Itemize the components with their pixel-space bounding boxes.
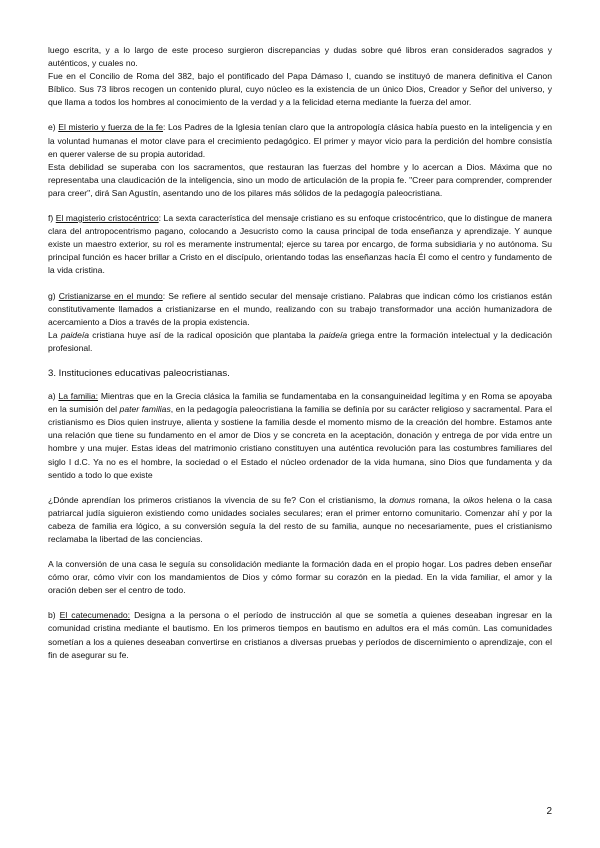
section-e-title: El misterio y fuerza de la fe — [58, 122, 164, 133]
document-page — [48, 44, 552, 674]
domus-text-3: romana, la — [415, 494, 464, 505]
domus-term: domus — [389, 494, 416, 505]
section-e-text: : Los Padres de la Iglesia tenían claro que la antropología clásica había puesto en la inteligencia y en la voluntad humanas el motor clave para el crecimiento pedagógico. El primer y mayor vicio para la perdición del hombre consistía en querer valerse de su propia autoridad. — [48, 122, 553, 159]
intro-paragraph-1: luego escrita, y a lo largo de este proceso surgieron discrepancias y dudas sobre qué libros eran considerados sagrados y auténticos, y cuales no. — [48, 45, 552, 69]
section-e-prefix: e) — [48, 122, 59, 133]
section-b-paragraph — [48, 609, 552, 661]
section-e-paragraph-2: Esta debilidad se superaba con los sacramentos, que restauran las fuerzas del hombre y lo acercan a Dios. Máxima que no representaba una claudicación de la inteligencia, sino un modo de articulación de la propia fe. "Creer para comprender, comprender para creer", dirá San Agustín, asentando uno de los pilares más sólidos de la pedagogía paleocristiana. — [48, 161, 552, 198]
section-f-title: El magisterio cristocéntrico — [55, 213, 159, 224]
section-b-title: El catecumenado: — [59, 610, 131, 621]
domus-paragraph — [48, 494, 552, 546]
intro-paragraph-2: Fue en el Concilio de Roma del 382, bajo el pontificado del Papa Dámaso I, cuando se instituyó de manera definitiva el Canon Bíblico. Sus 73 libros recogen un contenido plural, cuyo núcleo es la existencia de un único Dios, Creador y Señor del universo, y que llama a todos los hombres al conocimiento de la verdad y a la felicidad eterna mediante la fuerza del amor. — [48, 71, 552, 108]
page-number: 2 — [546, 806, 552, 817]
section-a-prefix: a) — [48, 391, 59, 402]
section-g-paragraph-2 — [48, 329, 552, 355]
section-a-text-1: Mientras que en la Grecia clásica la familia se fundamentaba en la consanguineidad legítima y en Roma se apoyaba en la sumisión del — [48, 391, 553, 415]
paideia-term: paideía — [60, 329, 90, 340]
section-g-text-c: cristiana huye así de la radical oposición que plantaba la — [89, 329, 319, 340]
conversion-paragraph: A la conversión de una casa le seguía su consolidación mediante la formación dada en el propio hogar. Los padres deben enseñar cómo orar, cómo vivir con los mandamientos de Dios y cómo formar su corazón en la piedad. En la vida familiar, el amor y la oración deben ser el centro de todo. — [48, 559, 552, 596]
paideia-term-2: paideía — [318, 329, 348, 340]
section-a-text-3: , en la pedagogía paleocristiana la familia se definía por su carácter religioso y sacramental. Para el cristianismo es Dios quien instruye, alienta y sostiene la familia desde el momento mismo de la creación del hombre. Estamos ante una relación que tiene su fundamento en el amor de Dios y se concreta en la aceptación, donación y entrega de por vida entre un hombre y una mujer. Estas ideas del matrimonio cristiano constituyen una auténtica revolución para las costumbres familiares del siglo I d.C. Ya no es el hombre, la sociedad o el Estado el núcleo ordenador de la vida humana, sino Dios que fundamenta y da sentido a todo lo que existe — [48, 404, 552, 480]
section-g-text-e: griega entre la formación intelectual y la dedicación profesional. — [48, 329, 552, 353]
domus-text-1: ¿Dónde aprendían los primeros cristianos la vivencia de su fe? Con el cristianismo, la — [48, 494, 390, 505]
section-b-text: Designa a la persona o el período de instrucción al que se sometía a quienes deseaban ingresar en la comunidad cristina mediante el bautismo. En los primeros tiempos en bautismo en adultos era el más común. Las comunidades sometían a los a quienes deseaban convertirse en cristianos a diversas pruebas y períodos de discernimiento o aprendizaje, con el fin de asegurar su fe. — [48, 610, 552, 660]
section-f-text: : La sexta característica del mensaje cristiano es su enfoque cristocéntrico, que lo distingue de manera clara del antropocentrismo pagano, colocando a Jesucristo como la causa principal de toda enseñanza y aprendizaje. Y aunque existe un maestro exterior, su rol es meramente instrumental; ejerce su tarea por encargo, de forma subsidiaria y no autónoma. Su principal función es hacer brillar a Cristo en el discípulo, orientando todas las enseñanzas hacía Él como el centro y fundamento de la vida cristina. — [48, 213, 552, 276]
section-a-title: La familia: — [58, 391, 99, 402]
section-f-paragraph — [48, 212, 552, 277]
domus-text-5: helena o la casa patriarcal judía siguieron existiendo como unidades sociales seculares; eran el primer entorno comunitario. Comenzar ahí y por la cabeza de familia era lógico, a su conversión seguía la del resto de su familia, aunque no necesariamente, pues el cristianismo reclamaba la libertad de las conciencias. — [48, 494, 552, 544]
section-g-text-a: La — [48, 329, 61, 340]
oikos-term: oikos — [463, 494, 484, 505]
section-b-prefix: b) — [48, 610, 60, 621]
section-g-paragraph — [48, 290, 552, 329]
section-e-paragraph — [48, 121, 552, 160]
section-3-heading: 3. Instituciones educativas paleocristianas. — [48, 367, 230, 379]
section-f-prefix: f) — [48, 213, 56, 224]
section-g-prefix: g) — [48, 290, 59, 301]
section-a-paragraph — [48, 390, 552, 482]
section-g-title: Cristianizarse en el mundo — [58, 290, 163, 301]
section-g-text: : Se refiere al sentido secular del mensaje cristiano. Palabras que indican cómo los cristianos están constitutivamente llamados a cristianizarse en el mundo, realizando con su trabajo transformador una acción humanizadora de acercamiento a Dios a través de la propia existencia. — [48, 290, 552, 327]
pater-familias-term: pater familias — [119, 404, 171, 415]
